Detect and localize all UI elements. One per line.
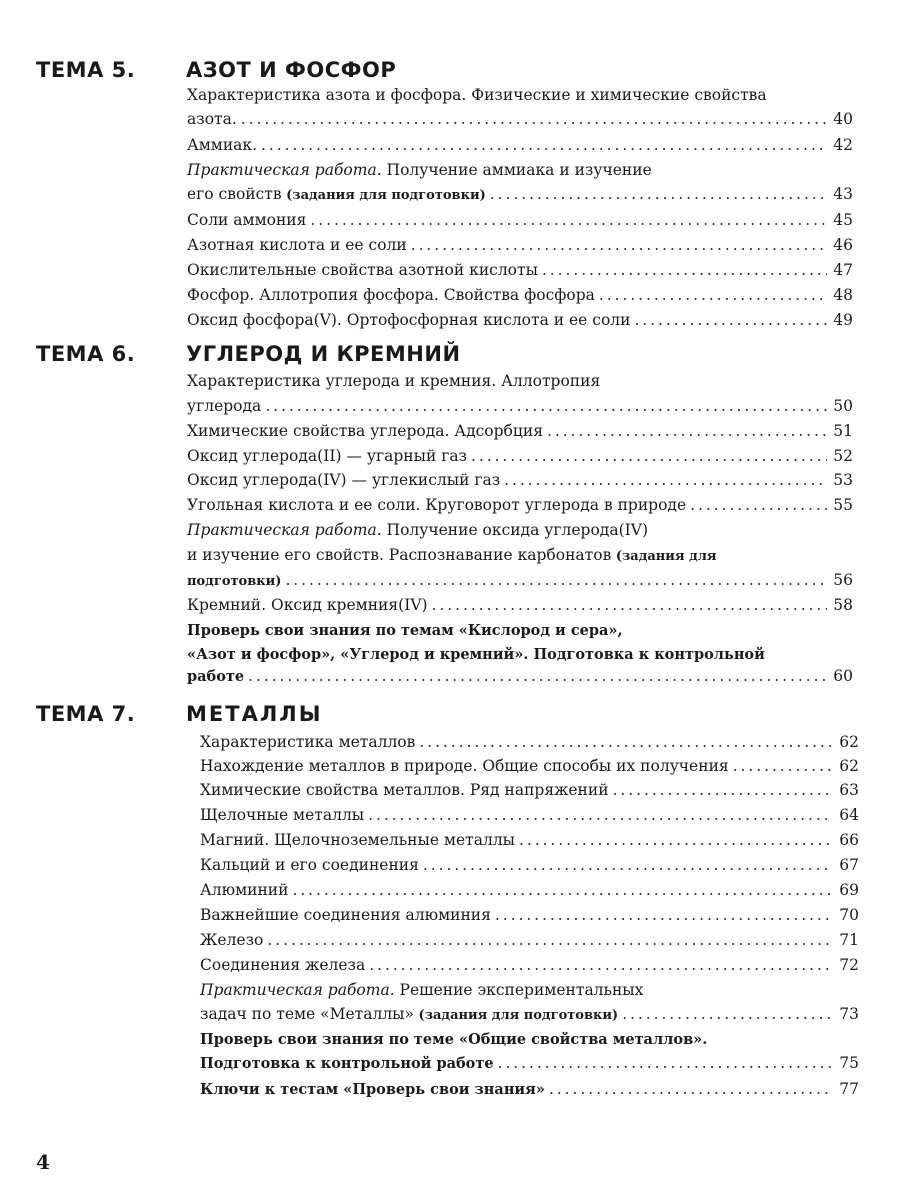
page-number: 51 bbox=[833, 422, 853, 440]
dot-leader bbox=[547, 422, 827, 440]
toc-entry bbox=[200, 1054, 859, 1072]
entry-text: Оксид углерода(IV) — углекислый газ bbox=[187, 471, 501, 489]
dot-leader bbox=[498, 1054, 833, 1072]
dot-leader bbox=[504, 471, 827, 489]
entry-bold: «Азот и фосфор», «Углерод и кремний». Подготовка к контрольной bbox=[187, 646, 765, 663]
topic-title: АЗОТ И ФОСФОР bbox=[186, 58, 397, 82]
dot-leader bbox=[599, 286, 827, 304]
entry-text: Химические свойства металлов. Ряд напряжений bbox=[200, 781, 609, 799]
entry-text: Алюминий bbox=[200, 881, 289, 899]
entry-italic: Практическая работа. bbox=[187, 161, 382, 179]
entry-text: Кремний. Оксид кремния(IV) bbox=[187, 596, 428, 614]
dot-leader bbox=[622, 1005, 833, 1023]
entry-text: Аммиак. bbox=[187, 136, 258, 154]
page-number: 43 bbox=[833, 185, 853, 203]
page-number: 77 bbox=[839, 1080, 859, 1098]
topic-number: ТЕМА 7. bbox=[36, 702, 136, 726]
toc-entry bbox=[187, 646, 765, 663]
toc-entry bbox=[187, 311, 853, 329]
entry-text: Соли аммония bbox=[187, 211, 307, 229]
entry-text: Характеристика металлов bbox=[200, 733, 416, 751]
entry-text: Окислительные свойства азотной кислоты bbox=[187, 261, 538, 279]
topic-5-heading bbox=[36, 58, 896, 82]
dot-leader bbox=[368, 806, 833, 824]
entry-bold: (задания для подготовки) bbox=[281, 188, 486, 203]
toc-entry bbox=[187, 261, 853, 279]
toc-entry bbox=[187, 86, 767, 104]
page-number: 45 bbox=[833, 211, 853, 229]
entry-text: Оксид углерода(II) — угарный газ bbox=[187, 447, 468, 465]
toc-entry bbox=[187, 372, 600, 390]
dot-leader bbox=[411, 236, 827, 254]
page-number-footer: 4 bbox=[36, 1150, 50, 1174]
page-number: 64 bbox=[839, 806, 859, 824]
topic-7-heading bbox=[36, 702, 896, 726]
page-number: 67 bbox=[839, 856, 859, 874]
toc-entry bbox=[187, 161, 652, 179]
toc-entry bbox=[187, 496, 853, 514]
entry-bold: подготовки) bbox=[187, 574, 282, 589]
dot-leader bbox=[542, 261, 827, 279]
toc-entry bbox=[187, 571, 853, 589]
topic-number: ТЕМА 6. bbox=[36, 342, 136, 366]
entry-text: Соединения железа bbox=[200, 956, 366, 974]
page-number: 71 bbox=[839, 931, 859, 949]
toc-entry bbox=[200, 757, 859, 775]
toc-entry bbox=[187, 136, 853, 154]
entry-italic: Практическая работа. bbox=[200, 981, 395, 999]
entry-bold: Проверь свои знания по теме «Общие свойства металлов». bbox=[200, 1031, 708, 1048]
toc-entry bbox=[200, 931, 859, 949]
entry-text: Характеристика углерода и кремния. Аллотропия bbox=[187, 372, 601, 390]
toc-entry bbox=[187, 286, 853, 304]
dot-leader bbox=[634, 311, 827, 329]
toc-entry bbox=[200, 906, 859, 924]
dot-leader bbox=[285, 571, 827, 589]
entry-text: Железо bbox=[200, 931, 264, 949]
entry-text: азота. bbox=[187, 110, 237, 128]
entry-text: задач по теме «Металлы» bbox=[200, 1005, 415, 1023]
toc-entry bbox=[187, 110, 853, 128]
entry-text: его свойств bbox=[187, 185, 282, 203]
toc-entry bbox=[200, 1031, 707, 1048]
dot-leader bbox=[369, 956, 833, 974]
dot-leader bbox=[495, 906, 833, 924]
page-number: 70 bbox=[839, 906, 859, 924]
toc-entry bbox=[187, 397, 853, 415]
entry-text: Азотная кислота и ее соли bbox=[187, 236, 407, 254]
page-number: 55 bbox=[833, 496, 853, 514]
dot-leader bbox=[490, 185, 827, 203]
dot-leader bbox=[549, 1080, 833, 1098]
page-number: 66 bbox=[839, 831, 859, 849]
page-number: 50 bbox=[833, 397, 853, 415]
toc-entry bbox=[200, 1080, 859, 1098]
entry-text: Решение экспериментальных bbox=[394, 981, 644, 999]
toc-entry bbox=[187, 211, 853, 229]
dot-leader bbox=[261, 136, 827, 154]
entry-text: Щелочные металлы bbox=[200, 806, 365, 824]
page-number: 69 bbox=[839, 881, 859, 899]
entry-text: Магний. Щелочноземельные металлы bbox=[200, 831, 516, 849]
entry-text: Угольная кислота и ее соли. Круговорот углерода в природе bbox=[187, 496, 687, 514]
toc-entry bbox=[187, 622, 623, 639]
dot-leader bbox=[310, 211, 827, 229]
page-number: 42 bbox=[833, 136, 853, 154]
entry-bold: (задания для подготовки) bbox=[414, 1008, 619, 1023]
entry-text: Получение аммиака и изучение bbox=[381, 161, 652, 179]
page-number: 49 bbox=[833, 311, 853, 329]
toc-entry bbox=[187, 185, 853, 203]
dot-leader bbox=[241, 110, 827, 128]
dot-leader bbox=[690, 496, 827, 514]
dot-leader bbox=[419, 733, 833, 751]
toc-entry bbox=[187, 236, 853, 254]
topic-6-heading bbox=[36, 342, 896, 366]
dot-leader bbox=[265, 397, 827, 415]
toc-entry bbox=[187, 667, 853, 685]
dot-leader bbox=[733, 757, 833, 775]
page-number: 75 bbox=[839, 1054, 859, 1072]
dot-leader bbox=[471, 447, 827, 465]
page-number: 56 bbox=[833, 571, 853, 589]
entry-text: углерода bbox=[187, 397, 262, 415]
toc-entry bbox=[200, 856, 859, 874]
dot-leader bbox=[432, 596, 827, 614]
entry-text: Оксид фосфора(V). Ортофосфорная кислота и ее соли bbox=[187, 311, 631, 329]
entry-text: Получение оксида углерода(IV) bbox=[381, 521, 649, 539]
entry-bold: (задания для bbox=[611, 549, 717, 564]
toc-entry bbox=[200, 981, 643, 999]
page-number: 73 bbox=[839, 1005, 859, 1023]
toc-entry bbox=[187, 521, 648, 539]
toc-entry bbox=[187, 471, 853, 489]
page-number: 63 bbox=[839, 781, 859, 799]
entry-bold: Подготовка к контрольной работе bbox=[200, 1055, 494, 1072]
page-number: 53 bbox=[833, 471, 853, 489]
entry-text: Кальций и его соединения bbox=[200, 856, 419, 874]
toc-entry bbox=[200, 956, 859, 974]
entry-text: Нахождение металлов в природе. Общие способы их получения bbox=[200, 757, 729, 775]
entry-text: и изучение его свойств. Распознавание карбонатов bbox=[187, 546, 612, 564]
topic-title: МЕТАЛЛЫ bbox=[186, 702, 323, 726]
topic-title: УГЛЕРОД И КРЕМНИЙ bbox=[186, 342, 461, 366]
page-number: 40 bbox=[833, 110, 853, 128]
entry-text: Фосфор. Аллотропия фосфора. Свойства фосфора bbox=[187, 286, 595, 304]
entry-text: Химические свойства углерода. Адсорбция bbox=[187, 422, 543, 440]
page-number: 46 bbox=[833, 236, 853, 254]
toc-entry bbox=[187, 596, 853, 614]
page-number: 58 bbox=[833, 596, 853, 614]
toc-entry bbox=[187, 546, 717, 564]
toc-entry bbox=[200, 1005, 859, 1023]
dot-leader bbox=[267, 931, 833, 949]
dot-leader bbox=[519, 831, 833, 849]
toc-entry bbox=[200, 781, 859, 799]
page-number: 60 bbox=[833, 667, 853, 685]
entry-bold: работе bbox=[187, 668, 245, 685]
toc-entry bbox=[200, 733, 859, 751]
toc-entry bbox=[187, 447, 853, 465]
dot-leader bbox=[248, 667, 827, 685]
toc-entry bbox=[187, 422, 853, 440]
entry-italic: Практическая работа. bbox=[187, 521, 382, 539]
page-number: 52 bbox=[833, 447, 853, 465]
toc-entry bbox=[200, 881, 859, 899]
page-number: 47 bbox=[833, 261, 853, 279]
dot-leader bbox=[613, 781, 833, 799]
entry-bold: Проверь свои знания по темам «Кислород и сера», bbox=[187, 622, 623, 639]
page-number: 48 bbox=[833, 286, 853, 304]
page-number: 72 bbox=[839, 956, 859, 974]
entry-bold: Ключи к тестам «Проверь свои знания» bbox=[200, 1081, 545, 1098]
dot-leader bbox=[423, 856, 833, 874]
page-number: 62 bbox=[839, 757, 859, 775]
topic-number: ТЕМА 5. bbox=[36, 58, 136, 82]
dot-leader bbox=[292, 881, 833, 899]
entry-text: Важнейшие соединения алюминия bbox=[200, 906, 491, 924]
entry-text: Характеристика азота и фосфора. Физические и химические свойства bbox=[187, 86, 767, 104]
page-number: 62 bbox=[839, 733, 859, 751]
toc-entry bbox=[200, 831, 859, 849]
toc-entry bbox=[200, 806, 859, 824]
